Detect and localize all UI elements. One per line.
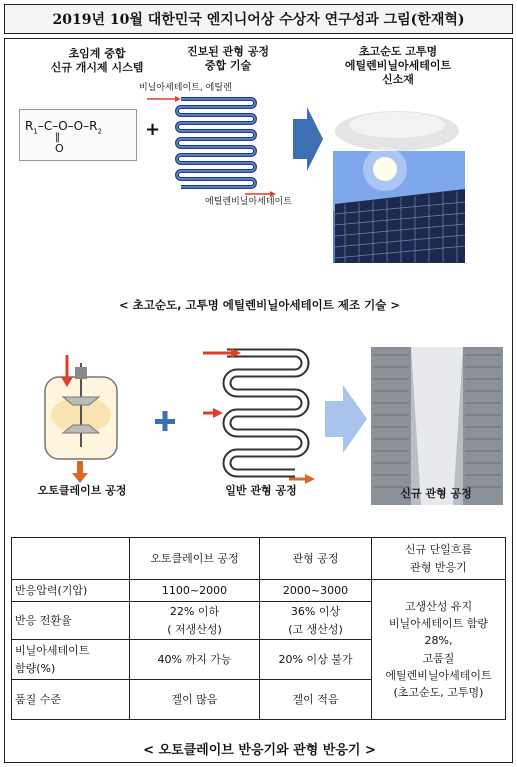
- header-new-tubular: 신규 단일흐름 관형 반응기: [372, 538, 506, 580]
- supercritical-label: 초임계 중합 신규 개시제 시스템: [50, 47, 144, 74]
- serpentine-tube-diagram: [5, 39, 514, 269]
- page-title: 2019년 10월 대한민국 엔지니어상 수상자 연구성과 그림(한재혁): [4, 4, 513, 34]
- process-arrow-middle: [325, 385, 367, 453]
- coil-inlet-arrow-2: [213, 408, 223, 418]
- table-row: 반응 전환율 22% 이하 ( 저생산성) 36% 이상 (고 생산성): [12, 602, 506, 640]
- figure-frame: [4, 38, 513, 763]
- autoclave-outlet-arrow: [72, 473, 88, 483]
- top-caption: < 초고순도, 고투명 에틸렌비닐아세테이트 제조 기술 >: [119, 298, 400, 312]
- plus-sign-middle: [155, 411, 175, 431]
- formula-double-bond: ‖: [55, 132, 60, 143]
- table-row: 비닐아세테이트 함량(%) 40% 까지 가능 20% 이상 불가: [12, 640, 506, 680]
- table-header-row: [12, 538, 506, 580]
- peroxide-formula: $R_1-C-O-O-R_2$: [25, 119, 102, 136]
- header-tubular: 관형 공정: [260, 538, 372, 580]
- coil-outlet-arrow: [305, 474, 315, 484]
- advanced-tubular-label: 진보된 관형 공정 중합 기술: [186, 45, 270, 72]
- tube-input-label: 비닐아세테이트, 에틸렌: [139, 83, 232, 93]
- bottom-caption: < 오토클레이브 반응기와 관형 반응기 >: [143, 743, 376, 758]
- table-row: 반응압력(기압) 1100~2000 2000~3000 고생산성 유지 비닐아세테이트 함량 28%, 고품질 에틸렌비닐아세테이트 (초고순도, 고투명): [12, 580, 506, 602]
- new-material-label: 초고순도 고투명 에틸렌비닐아세테이트 신소재: [344, 45, 452, 86]
- header-autoclave: 오토클레이브 공정: [130, 538, 260, 580]
- comparison-table: [11, 537, 506, 720]
- process-arrow-top: [293, 107, 323, 171]
- formula-o-bottom: O: [55, 142, 64, 155]
- new-tubular-summary: 고생산성 유지 비닐아세테이트 함량 28%, 고품질 에틸렌비닐아세테이트 (초고순도, 고투명): [372, 580, 506, 720]
- new-tubular-label: 신규 관형 공정: [400, 487, 472, 500]
- table-row: 품질 수준 겔이 많음 겔이 적음: [12, 680, 506, 720]
- tube-output-label: 에틸렌비닐아세테이트: [205, 197, 292, 207]
- tubular-label: 일반 관형 공정: [225, 484, 297, 497]
- tubular-coil: [227, 353, 305, 473]
- autoclave-label: 오토클레이브 공정: [37, 484, 127, 497]
- plus-sign-top: +: [145, 119, 161, 140]
